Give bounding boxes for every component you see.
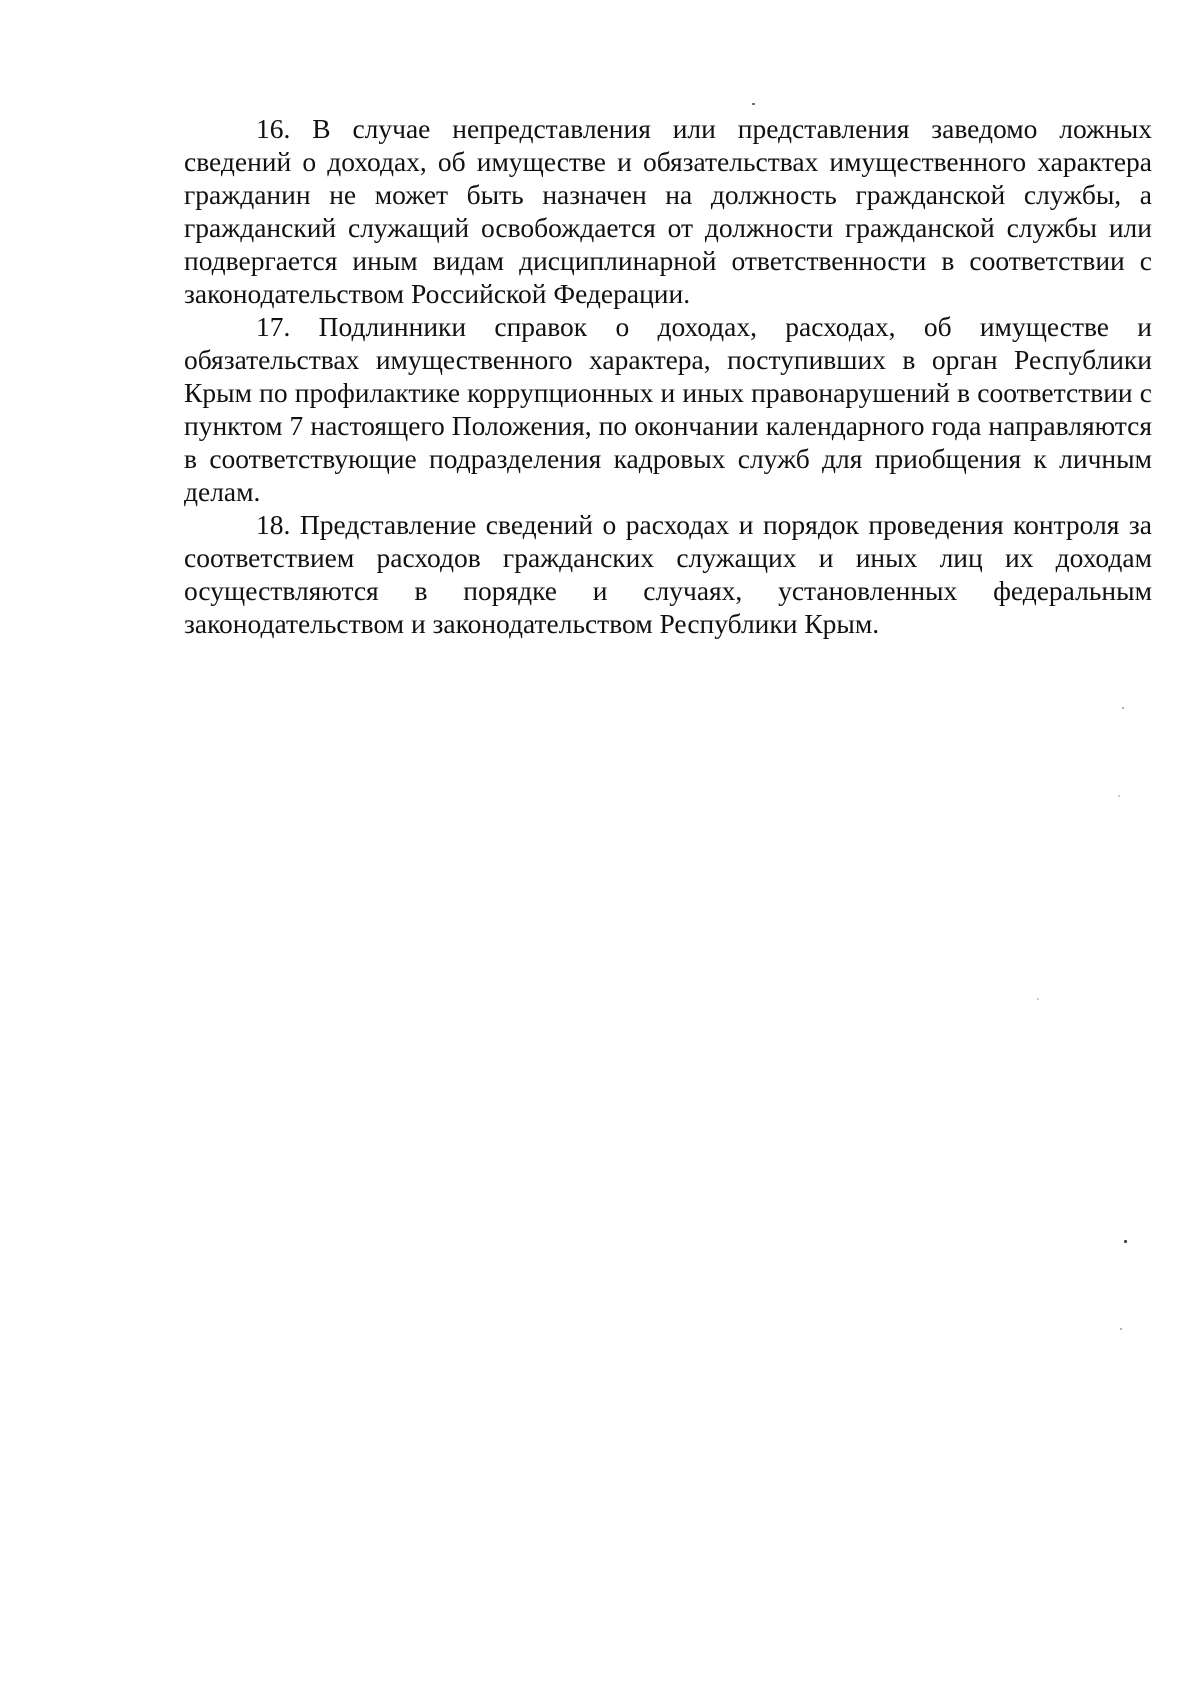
scan-speck xyxy=(1120,1328,1122,1330)
scan-speck xyxy=(752,103,755,105)
scan-speck xyxy=(1124,1240,1127,1243)
scan-speck xyxy=(1118,795,1120,797)
paragraph-16: 16. В случае непредставления или представления заведомо ложных сведений о доходах, об имуществе и обязательствах имущественного характера гражданин не может быть назначен на должность гражданской службы, а гражданский служащий освобождается от должности гражданской службы или подвергается иным видам дисциплинарной ответственности в соответствии с законодательством Российской Федерации. xyxy=(184,113,1152,309)
paragraph-18: 18. Представление сведений о расходах и порядок проведения контроля за соответствием расходов гражданских служащих и иных лиц их доходам осуществляются в порядке и случаях, установленных федеральным законодательством и законодательством Республики Крым. xyxy=(184,509,1152,639)
scan-speck xyxy=(1122,707,1124,709)
document-body xyxy=(184,112,1152,640)
paragraph-17: 17. Подлинники справок о доходах, расходах, об имуществе и обязательствах имущественного характера, поступивших в орган Республики Крым по профилактике коррупционных и иных правонарушений в соответствии с пунктом 7 настоящего Положения, по окончании календарного года направляются в соответствующие подразделения кадровых служб для приобщения к личным делам. xyxy=(184,311,1152,507)
scan-speck xyxy=(1037,998,1039,1000)
